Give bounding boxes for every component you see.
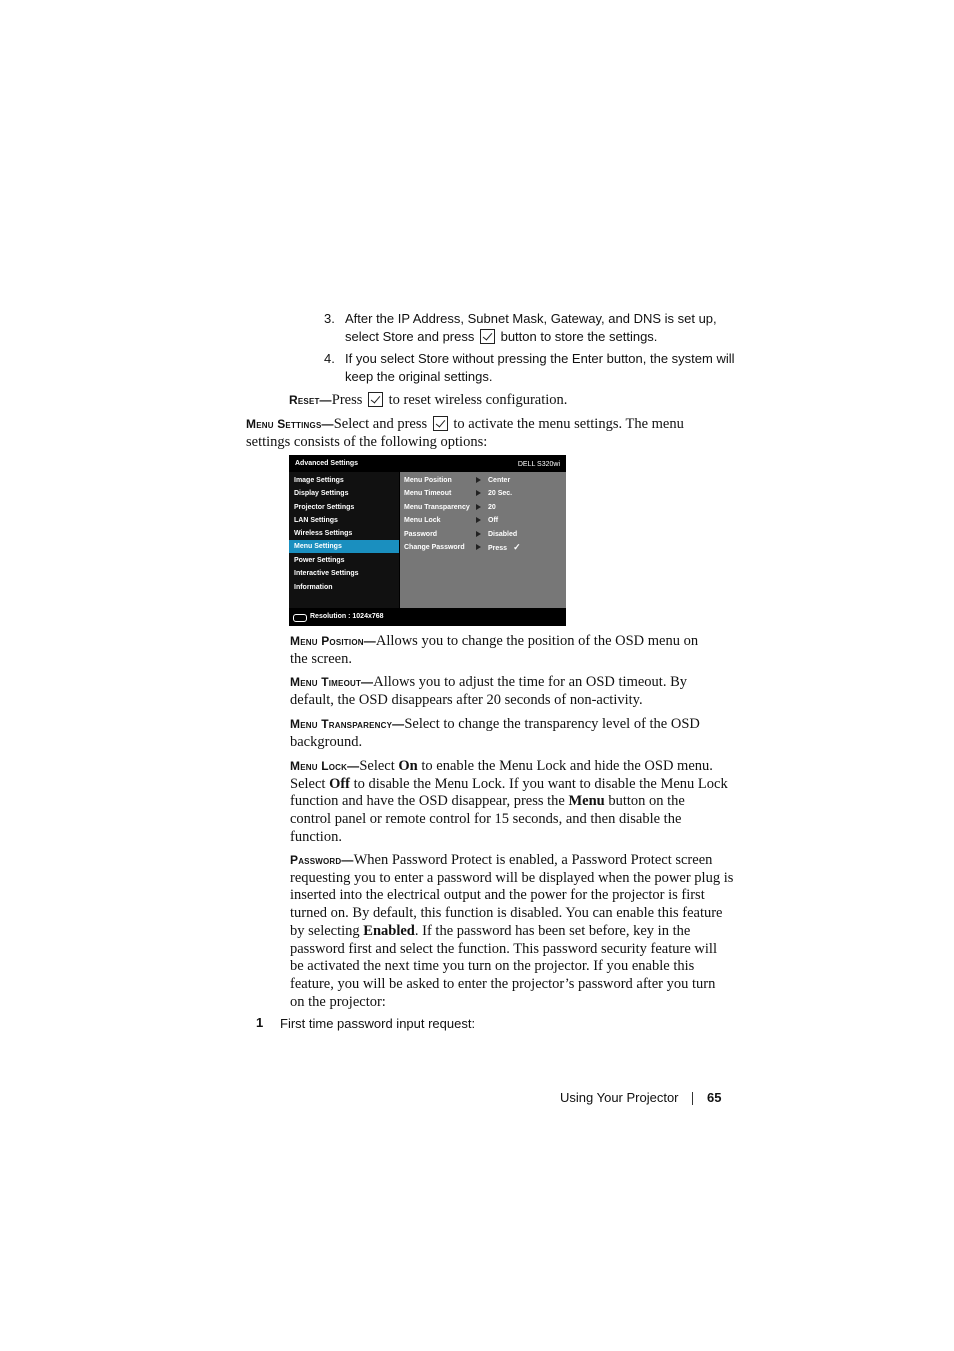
menu-timeout-term: Menu Timeout— xyxy=(290,675,374,689)
password-paragraph: Password—When Password Protect is enabled, a Password Protect screen requesting you to enter a password will be displayed when the power plug is inserted into the electrical output and the power for the projector is first turned on. By default, this function is disabled. You can enable this feature by selecting Enabled. If the password has been set before, key in the password first and select the function. This password security feature will be activated the next time you turn on the projector. If you enable this feature, you will be asked to enter the projector’s password after you turn on the projector: xyxy=(290,852,734,1010)
reset-term: Reset— xyxy=(289,393,332,407)
osd-footer xyxy=(289,609,566,626)
arrow-right-icon xyxy=(476,517,481,523)
osd-item-projector-settings: Projector Settings xyxy=(294,504,355,511)
menu-position-paragraph: Menu Position—Allows you to change the position of the OSD menu on the screen. xyxy=(290,633,699,667)
arrow-right-icon xyxy=(476,544,481,550)
osd-sub-value: Press ✓ xyxy=(488,541,521,554)
osd-sub-label: Change Password xyxy=(404,544,465,551)
osd-sub-label: Menu Transparency xyxy=(404,504,470,511)
arrow-right-icon xyxy=(476,531,481,537)
osd-item-menu-settings: Menu Settings xyxy=(289,540,399,553)
dell-logo-icon xyxy=(293,614,307,622)
osd-item-wireless-settings: Wireless Settings xyxy=(294,530,353,537)
menu-lock-paragraph: Menu Lock—Select On to enable the Menu Lock and hide the OSD menu. Select Off to disable the Menu Lock. If you want to disable the Menu Lock function and have the OSD disappear, press the Menu button on the control panel or remote control for 15 seconds, and then disable the function. xyxy=(290,758,728,845)
menu-lock-term: Menu Lock— xyxy=(290,759,360,773)
footer-section-title: Using Your Projector xyxy=(560,1090,679,1105)
step-number: 3. xyxy=(324,311,335,326)
osd-item-power-settings: Power Settings xyxy=(294,557,345,564)
osd-header-title: Advanced Settings xyxy=(295,460,359,467)
osd-submenu xyxy=(400,472,566,608)
osd-sub-value: Off xyxy=(488,514,498,527)
osd-item-interactive-settings: Interactive Settings xyxy=(294,570,359,577)
enter-label: Enter xyxy=(571,351,603,366)
arrow-right-icon xyxy=(476,504,481,510)
osd-resolution: Resolution : 1024x768 xyxy=(310,613,384,620)
menu-transparency-paragraph: Menu Transparency—Select to change the transparency level of the OSD background. xyxy=(290,716,700,750)
menu-position-term: Menu Position— xyxy=(290,634,376,648)
reset-paragraph: Reset—Press to reset wireless configuration. xyxy=(289,392,568,408)
menu-settings-term: Menu Settings— xyxy=(246,417,334,431)
check-icon: ✓ xyxy=(513,542,521,552)
osd-sub-label: Menu Lock xyxy=(404,517,441,524)
osd-sub-label: Password xyxy=(404,531,438,538)
osd-item-display-settings: Display Settings xyxy=(294,490,349,497)
password-term: Password— xyxy=(290,853,354,867)
menu-transparency-term: Menu Transparency— xyxy=(290,717,405,731)
step-number: 4. xyxy=(324,351,335,366)
store-label: Store xyxy=(417,351,450,366)
sub-step-number: 1 xyxy=(256,1015,264,1030)
step-text: After the IP Address, Subnet Mask, Gateway, and DNS is set up, select Store and press button to store the settings. xyxy=(345,311,717,344)
osd-item-information: Information xyxy=(294,584,333,591)
store-label: Store xyxy=(382,329,414,344)
osd-sub-label: Menu Timeout xyxy=(404,490,452,497)
enter-key-icon xyxy=(368,392,383,407)
page-number: 65 xyxy=(707,1090,722,1105)
arrow-right-icon xyxy=(476,477,481,483)
osd-item-image-settings: Image Settings xyxy=(294,477,344,484)
enter-key-icon xyxy=(433,416,448,431)
footer-divider xyxy=(692,1092,693,1105)
enter-key-icon xyxy=(480,329,495,344)
menu-timeout-paragraph: Menu Timeout—Allows you to adjust the time for an OSD timeout. By default, the OSD disappears after 20 seconds of non-activity. xyxy=(290,674,688,708)
osd-item-lan-settings: LAN Settings xyxy=(294,517,338,524)
sub-step-text: First time password input request: xyxy=(280,1016,476,1031)
menu-settings-paragraph: Menu Settings—Select and press to activate the menu settings. The menu settings consists of the following options: xyxy=(246,416,684,450)
osd-sub-value: Disabled xyxy=(488,528,517,541)
osd-model-name: DELL S320wi xyxy=(517,461,560,468)
osd-sub-value: 20 xyxy=(488,501,496,514)
osd-menu-screenshot xyxy=(289,455,566,626)
arrow-right-icon xyxy=(476,490,481,496)
step-text: If you select Store without pressing the Enter button, the system will keep the original settings. xyxy=(345,351,735,384)
osd-main-menu xyxy=(289,472,399,608)
osd-sub-value: Center xyxy=(488,474,510,487)
osd-sub-label: Menu Position xyxy=(404,477,452,484)
osd-sub-value: 20 Sec. xyxy=(488,487,512,500)
